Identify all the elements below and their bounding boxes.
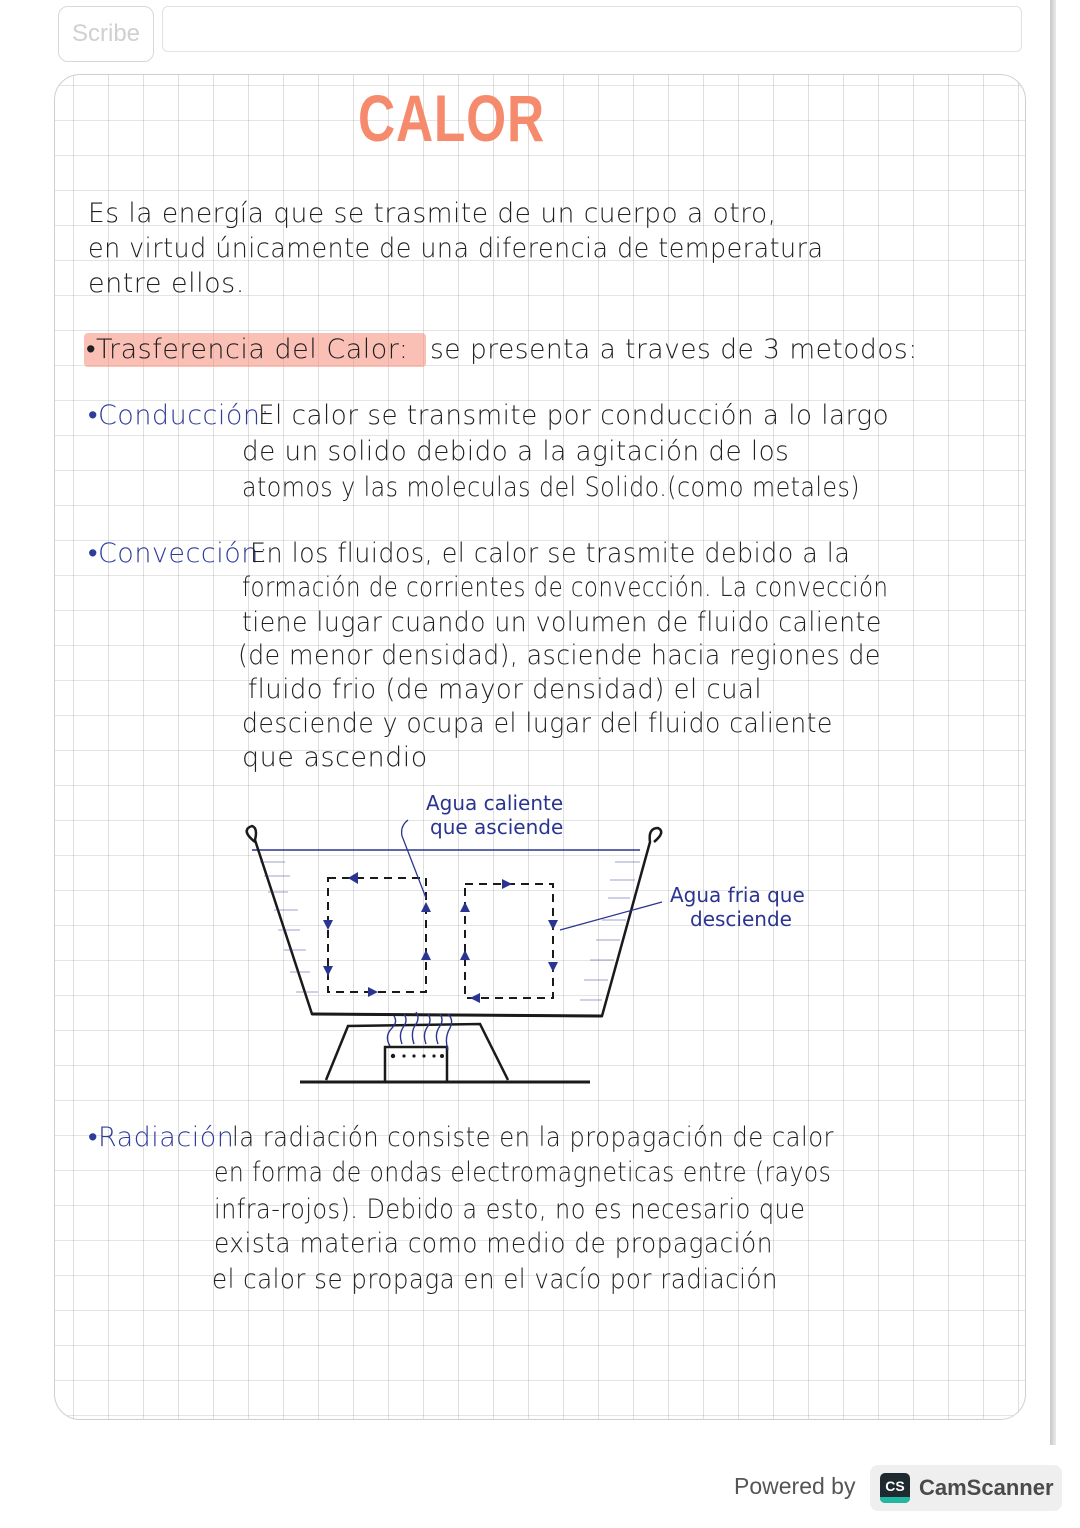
- hot-water-label-line-1: Agua caliente: [426, 791, 564, 815]
- conduction-label: •Conducción:: [88, 400, 271, 431]
- camscanner-name: CamScanner: [919, 1475, 1054, 1500]
- radiation-line-1: la radiación consiste en la propagación de calor: [232, 1122, 834, 1153]
- radiation-line-2: en forma de ondas electromagneticas entre (rayos: [214, 1157, 832, 1188]
- camscanner-logo-icon: [880, 1473, 910, 1503]
- convection-line-3: tiene lugar cuando un volumen de fluido caliente: [242, 607, 882, 638]
- camscanner-badge[interactable]: [870, 1465, 1062, 1511]
- powered-by-text: Powered by: [734, 1473, 856, 1499]
- convection-line-1: En los fluidos, el calor se trasmite debido a la: [250, 538, 851, 569]
- definition-line-2: en virtud únicamente de una diferencia de temperatura: [88, 233, 824, 264]
- page-title: CALOR: [358, 81, 545, 155]
- convection-line-4: (de menor densidad), asciende hacia regiones de: [238, 640, 881, 671]
- conduction-line-2: de un solido debido a la agitación de los: [242, 436, 790, 467]
- definition-line-3: entre ellos.: [88, 268, 245, 299]
- convection-line-6: desciende y ocupa el lugar del fluido caliente: [242, 708, 833, 739]
- conduction-line-3: atomos y las moleculas del Solido.(como metales): [242, 472, 861, 503]
- page-edge-shadow: [1050, 0, 1056, 1445]
- convection-line-5: fluido frio (de mayor densidad) el cual: [248, 674, 763, 705]
- definition-line-1: Es la energía que se trasmite de un cuerpo a otro,: [88, 198, 777, 229]
- conduction-line-1: El calor se transmite por conducción a lo largo: [258, 400, 890, 431]
- transfer-text: se presenta a traves de 3 metodos:: [430, 334, 918, 365]
- convection-diagram: [230, 780, 850, 1100]
- hot-water-label-line-2: que asciende: [430, 815, 564, 839]
- radiation-line-5: el calor se propaga en el vacío por radiación: [212, 1264, 778, 1295]
- radiation-line-3: infra-rojos). Debido a esto, no es necesario que: [214, 1194, 806, 1225]
- convection-line-2: formación de corrientes de convección. La convección: [242, 572, 889, 603]
- notebook-brand: Scribe: [71, 20, 141, 47]
- cold-water-label-line-1: Agua fria que: [670, 883, 805, 907]
- notebook-header-field: [162, 6, 1022, 52]
- convection-label: •Convección:: [88, 538, 269, 569]
- camscanner-logo-text: CS: [885, 1478, 905, 1494]
- cold-water-label-line-2: desciende: [690, 907, 792, 931]
- radiation-line-4: exista materia como medio de propagación: [214, 1228, 773, 1259]
- convection-line-7: que ascendio: [242, 742, 428, 773]
- notebook-brand-box: [58, 6, 154, 62]
- transfer-heading: •Trasferencia del Calor:: [86, 334, 409, 365]
- radiation-label: •Radiación: [88, 1122, 235, 1153]
